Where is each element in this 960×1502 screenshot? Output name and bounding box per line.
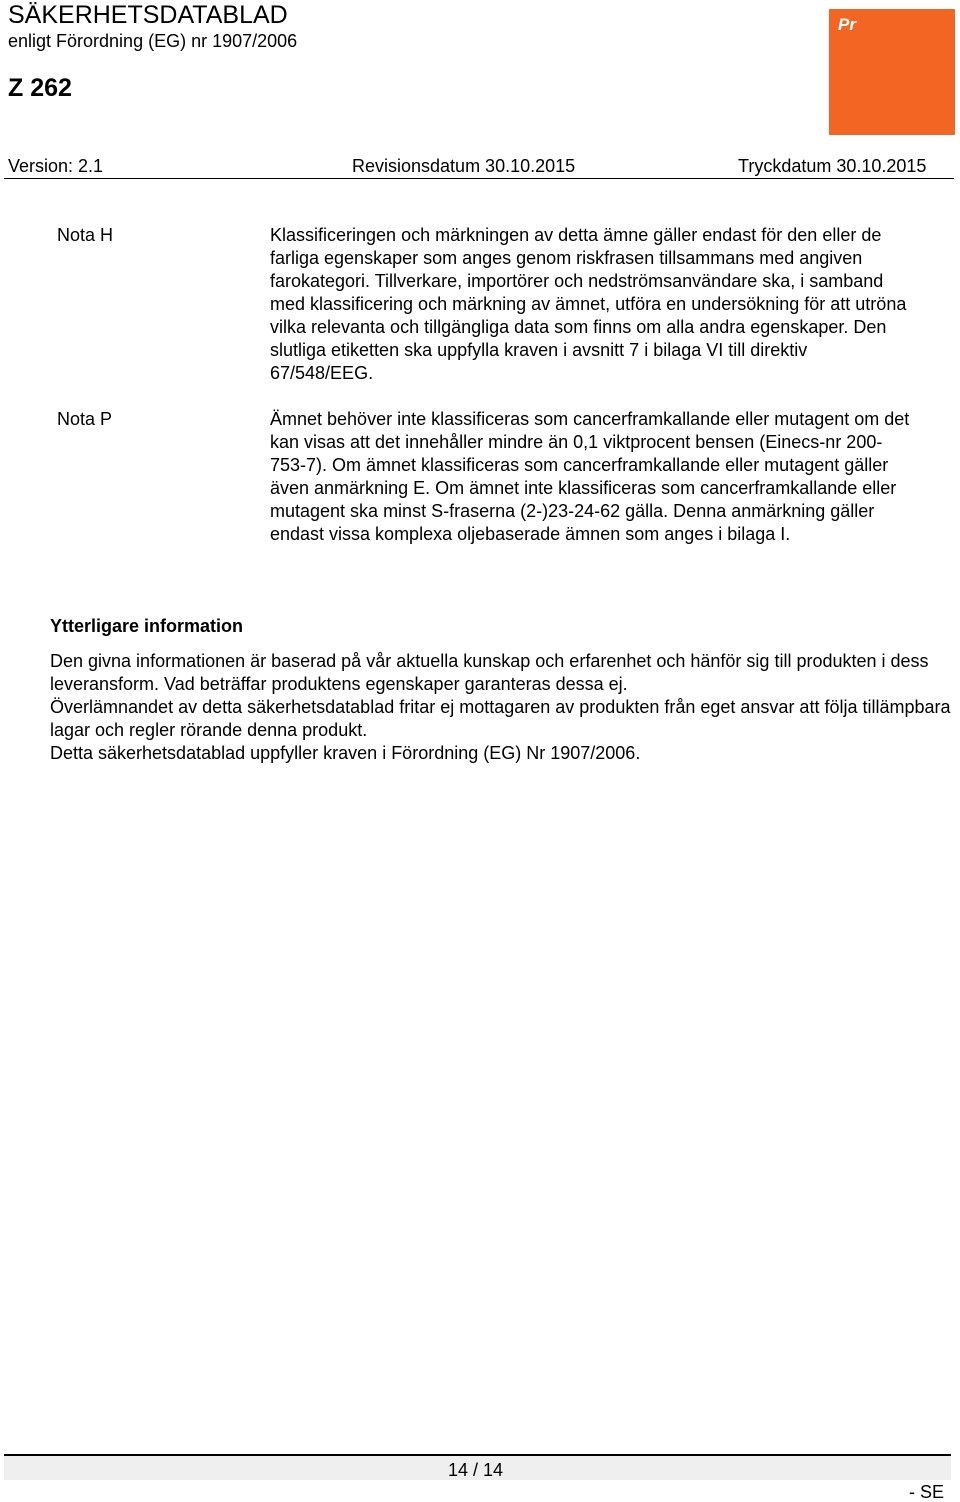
revision-date: Revisionsdatum 30.10.2015 bbox=[352, 156, 576, 176]
info-paragraph: Den givna informationen är baserad på vår aktuella kunskap och erfarenhet och hänför sig till produkten i dess leveransform. Vad beträffar produktens egenskaper garanteras dessa ej. bbox=[50, 651, 929, 694]
print-date: Tryckdatum 30.10.2015 bbox=[738, 156, 927, 176]
country-code: - SE bbox=[909, 1482, 945, 1502]
note-p-text: Ämnet behöver inte klassificeras som cancerframkallande eller mutagent om det kan visas att det innehåller mindre än 0,1 viktprocent bensen (Einecs-nr 200-753-7). Om ämnet klassificeras som cancerframkallande eller mutagent gäller även anmärkning E. Om ämnet inte klassificeras som cancerframkallande eller mutagent ska minst S-fraserna (2-)23-24-62 gälla. Denna anmärkning gäller endast vissa komplexa oljebaserade ämnen som anges i bilaga I. bbox=[270, 409, 910, 544]
info-paragraph: Överlämnandet av detta säkerhetsdatablad fritar ej mottagaren av produkten från eget ansvar att följa tillämpbara lagar och regler rörande denna produkt. bbox=[50, 697, 951, 740]
document-title: SÄKERHETSDATABLAD bbox=[8, 1, 288, 29]
header-divider bbox=[4, 178, 954, 179]
additional-info-heading: Ytterligare information bbox=[50, 616, 244, 636]
logo-text: Pr bbox=[838, 15, 856, 34]
version-label: Version: 2.1 bbox=[8, 156, 104, 176]
regulation-subtitle: enligt Förordning (EG) nr 1907/2006 bbox=[8, 31, 298, 51]
product-name: Z 262 bbox=[8, 74, 72, 102]
note-h-label: Nota H bbox=[57, 225, 114, 245]
info-paragraph: Detta säkerhetsdatablad uppfyller kraven i Förordning (EG) Nr 1907/2006. bbox=[50, 743, 641, 763]
page-number: 14 / 14 bbox=[448, 1460, 504, 1480]
company-logo bbox=[829, 9, 955, 135]
note-h-text: Klassificeringen och märkningen av detta ämne gäller endast för den eller de farliga egenskaper som anges genom riskfrasen tillsammans med angiven farokategori. Tillverkare, importörer och nedströmsanvändare ska, i samband med klassificering och märkning av ämnet, utföra en undersökning för att utröna vilka relevanta och tillgängliga data som finns om alla andra egenskaper. Den slutliga etiketten ska uppfylla kraven i avsnitt 7 i bilaga VI till direktiv 67/548/EEG. bbox=[270, 225, 907, 383]
note-p-label: Nota P bbox=[57, 409, 113, 429]
